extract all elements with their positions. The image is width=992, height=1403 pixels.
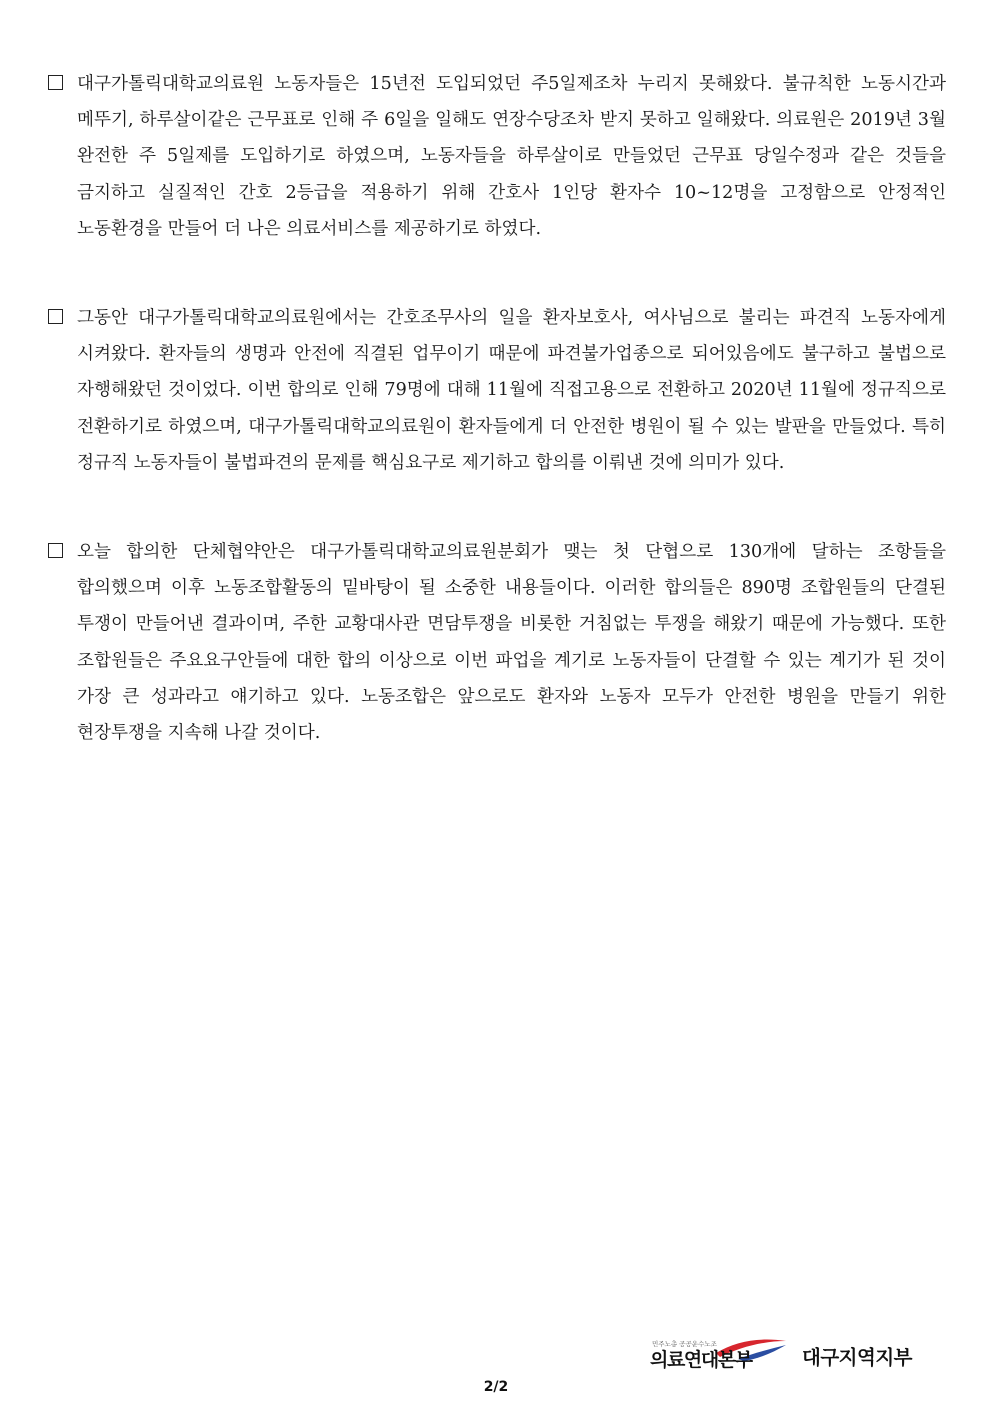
paragraph-1: [48, 66, 946, 247]
checkbox-bullet-icon: [48, 543, 63, 558]
union-logo: [648, 1331, 788, 1375]
paragraph-3: [48, 534, 946, 751]
paragraph-text: 그동안 대구가톨릭대학교의료원에서는 간호조무사의 일을 환자보호사, 여사님으로 불리는 파견직 노동자에게 시켜왔다. 환자들의 생명과 안전에 직결된 업무이기 때문에 파견불가업종으로 되어있음에도 불구하고 불법으로 자행해왔던 것이었다. 이번 합의로 인해 79명에 대해 11월에 직접고용으로 전환하고 2020년 11월에 정규직으로 전환하기로 하였으며, 대구가톨릭대학교의료원이 환자들에게 더 안전한 병원이 될 수 있는 발판을 만들었다. 특히 정규직 노동자들이 불법파견의 문제를 핵심요구로 제기하고 합의를 이뤄낸 것에 의미가 있다.: [77, 308, 946, 473]
paragraph-text: 오늘 합의한 단체협약안은 대구가톨릭대학교의료원분회가 맺는 첫 단협으로 130개에 달하는 조항들을 합의했으며 이후 노동조합활동의 밑바탕이 될 소중한 내용들이다. 이러한 합의들은 890명 조합원들의 단결된 투쟁이 만들어낸 결과이며, 주한 교황대사관 면담투쟁을 비롯한 거침없는 투쟁을 해왔기 때문에 가능했다. 또한 조합원들은 주요요구안들에 대한 합의 이상으로 이번 파업을 계기로 노동자들이 단결할 수 있는 계기가 된 것이 가장 큰 성과라고 얘기하고 있다. 노동조합은 앞으로도 환자와 노동자 모두가 안전한 병원을 만들기 위한 현장투쟁을 지속해 나갈 것이다.: [77, 542, 946, 744]
document-body: [48, 66, 946, 804]
page-number: 2/2: [483, 1379, 509, 1395]
checkbox-bullet-icon: [48, 309, 63, 324]
paragraph-text: 대구가톨릭대학교의료원 노동자들은 15년전 도입되었던 주5일제조차 누리지 못해왔다. 불규칙한 노동시간과 메뚜기, 하루살이같은 근무표로 인해 주 6일을 일해도 연장수당조차 받지 못하고 일해왔다. 의료원은 2019년 3월 완전한 주 5일제를 도입하기로 하였으며, 노동자들을 하루살이로 만들었던 근무표 당일수정과 같은 것들을 금지하고 실질적인 간호 2등급을 적용하기 위해 간호사 1인당 환자수 10~12명을 고정함으로 안정적인 노동환경을 만들어 더 나은 의료서비스를 제공하기로 하였다.: [77, 74, 946, 239]
logo-subtitle: 민주노총 공공운수노조: [652, 1340, 717, 1348]
checkbox-bullet-icon: [48, 75, 63, 90]
paragraph-2: [48, 300, 946, 481]
organization-name: 대구지역지부: [802, 1346, 913, 1369]
logo-title: 의료연대본부: [650, 1349, 752, 1371]
